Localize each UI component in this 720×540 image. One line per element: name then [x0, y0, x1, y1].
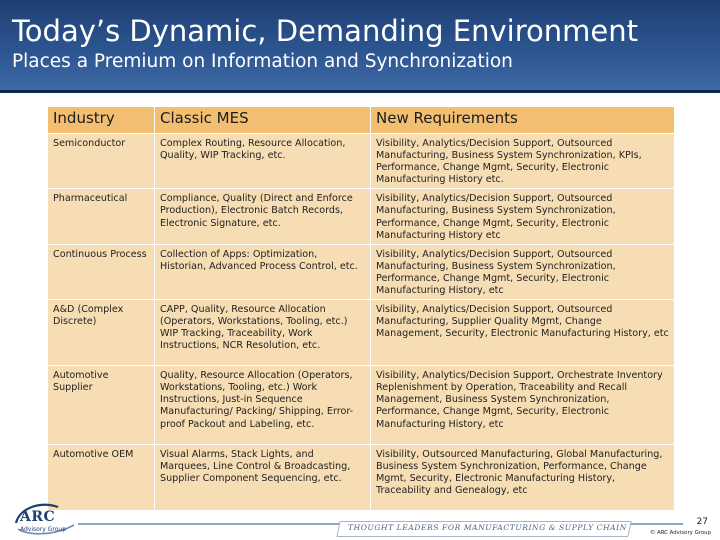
copyright-notice: © ARC Advisory Group	[649, 530, 711, 536]
table-row	[48, 244, 675, 299]
cell-classic-mes: CAPP, Quality, Resource Allocation (Operators, Workstations, Tooling, etc.) WIP Tracking, Traceability, Work Instructions, NCR Resolution, etc.	[155, 300, 371, 366]
cell-new-requirements: Visibility, Analytics/Decision Support, Outsourced Manufacturing, Business System Synchronization, Performance, Change Mgmt, Security, Electronic Manufacturing History, etc	[371, 244, 675, 299]
cell-new-requirements: Visibility, Analytics/Decision Support, Orchestrate Inventory Replenishment by Operation, Traceability and Recall Management, Business System Synchronization, Performance, Change Mgmt, Security, Electronic Manufacturing History, etc	[371, 366, 675, 445]
cell-new-requirements: Visibility, Analytics/Decision Support, Outsourced Manufacturing, Business System Synchronization, Performance, Change Mgmt, Security, Electronic Manufacturing History etc	[371, 189, 675, 244]
table-row	[48, 445, 675, 511]
cell-new-requirements: Visibility, Analytics/Decision Support, Outsourced Manufacturing, Supplier Quality Mgmt, Change Management, Security, Electronic Manufacturing History, etc	[371, 300, 675, 366]
cell-industry: Semiconductor	[48, 134, 155, 189]
header-industry: Industry	[48, 107, 155, 134]
cell-industry: A&D (Complex Discrete)	[48, 300, 155, 366]
table-header-row	[48, 107, 675, 134]
cell-industry: Automotive OEM	[48, 445, 155, 511]
cell-classic-mes: Visual Alarms, Stack Lights, and Marquees, Line Control & Broadcasting, Supplier Component Sequencing, etc.	[155, 445, 371, 511]
table-row	[48, 189, 675, 244]
page-number: 27	[696, 517, 708, 527]
slide-title: Today’s Dynamic, Demanding Environment	[12, 14, 638, 48]
slide-header	[0, 0, 720, 92]
cell-classic-mes: Quality, Resource Allocation (Operators, Workstations, Tooling, etc.) Work Instructions, Just-in Sequence Manufacturing/ Packing/ Shipping, Error-proof Packout and Labeling, etc.	[155, 366, 371, 445]
footer-tagline: THOUGHT LEADERS FOR MANUFACTURING & SUPPLY CHAIN	[348, 523, 627, 532]
logo-subtext: Advisory Group	[20, 526, 67, 533]
industry-requirements-table	[47, 106, 675, 511]
cell-industry: Automotive Supplier	[48, 366, 155, 445]
logo-text: ARC	[20, 509, 56, 525]
header-new-requirements: New Requirements	[371, 107, 675, 134]
cell-new-requirements: Visibility, Outsourced Manufacturing, Global Manufacturing, Business System Synchronization, Performance, Change Mgmt, Security, Electronic Manufacturing History, Traceability and Genealogy, etc	[371, 445, 675, 511]
cell-new-requirements: Visibility, Analytics/Decision Support, Outsourced Manufacturing, Business System Synchronization, KPIs, Performance, Change Mgmt, Security, Electronic Manufacturing History etc.	[371, 134, 675, 189]
header-classic-mes: Classic MES	[155, 107, 371, 134]
cell-industry: Pharmaceutical	[48, 189, 155, 244]
header-divider	[0, 90, 720, 93]
table-row	[48, 366, 675, 445]
table-row	[48, 134, 675, 189]
cell-classic-mes: Compliance, Quality (Direct and Enforce Production), Electronic Batch Records, Electronic Signature, etc.	[155, 189, 371, 244]
slide-subtitle: Places a Premium on Information and Synchronization	[12, 51, 513, 72]
table-row	[48, 300, 675, 366]
cell-classic-mes: Collection of Apps: Optimization, Historian, Advanced Process Control, etc.	[155, 244, 371, 299]
cell-industry: Continuous Process	[48, 244, 155, 299]
cell-classic-mes: Complex Routing, Resource Allocation, Quality, WIP Tracking, etc.	[155, 134, 371, 189]
